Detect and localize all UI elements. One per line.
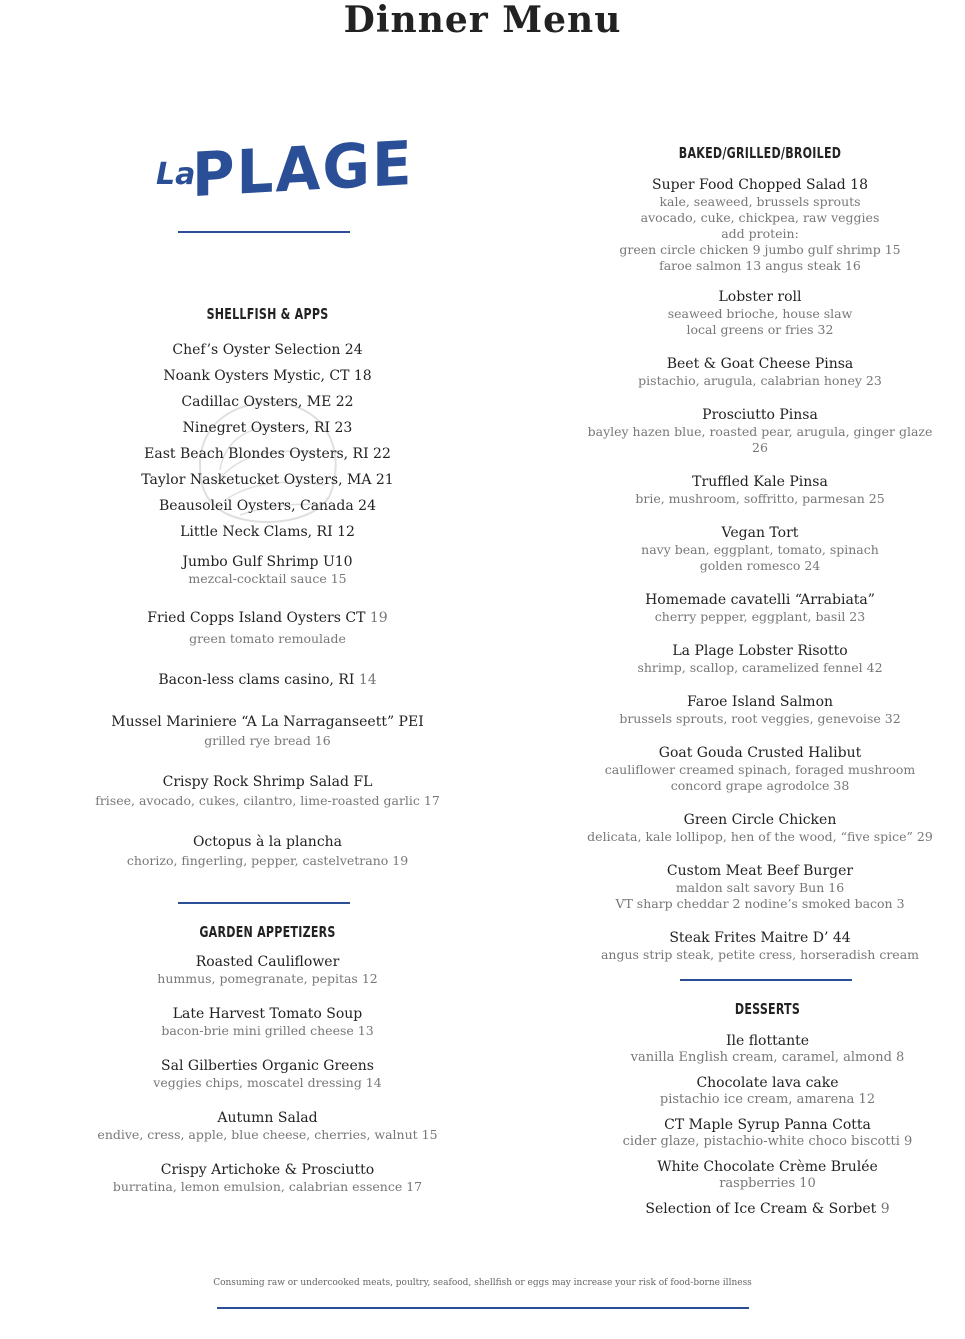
page-title: Dinner Menu [343,0,622,41]
item-name: Green Circle Chicken [683,812,837,828]
item-desc: raspberries 10 [719,1176,816,1191]
menu-item [580,811,940,845]
menu-item [580,288,940,338]
item-desc: chorizo, fingerling, pepper, castelvetrano 19 [126,853,409,868]
logo-la: La [156,157,196,192]
item-desc: endive, cress, apple, blue cheese, cherries, walnut 15 [97,1127,438,1142]
garden-section [80,923,455,1195]
item-desc: green circle chicken 9 jumbo gulf shrimp 15 [619,242,901,257]
item-desc: VT sharp cheddar 2 nodine’s smoked bacon 3 [615,896,905,911]
menu-item [580,473,940,507]
item-desc: bayley hazen blue, roasted pear, arugula, ginger glaze 26 [587,424,933,455]
menu-item [80,553,455,587]
menu-item [580,355,940,389]
menu-item [580,406,940,456]
menu-item [590,1200,945,1218]
menu-item [580,176,940,274]
menu-item [80,953,455,987]
desserts-heading: DESSERTS [734,1000,801,1018]
item-desc: vanilla English cream, caramel, almond 8 [630,1050,905,1065]
item-desc: maldon salt savory Bun 16 [675,880,845,895]
baked-heading: BAKED/GRILLED/BROILED [678,144,842,162]
item-name: La Plage Lobster Risotto [672,643,848,659]
item-desc: delicata, kale lollipop, hen of the wood, “five spice” 29 [587,829,933,844]
section-divider [178,902,350,904]
item-name: Roasted Cauliflower [195,954,340,970]
desserts-section [590,1000,945,1218]
item-desc: cherry pepper, eggplant, basil 23 [654,609,866,624]
item-desc: local greens or fries 32 [686,322,834,337]
item-name: Selection of Ice Cream & Sorbet 9 [645,1201,890,1217]
item-name: Chocolate lava cake [696,1075,839,1091]
item-desc: shrimp, scallop, caramelized fennel 42 [637,660,883,675]
menu-item [590,1032,945,1066]
item-name: Custom Meat Beef Burger [666,863,854,879]
menu-item [80,1005,455,1039]
item-desc: angus strip steak, petite cress, horseradish cream [600,947,919,962]
menu-item [80,609,455,647]
item-name: Ile flottante [725,1033,810,1049]
item-name: Vegan Tort [721,525,799,541]
item-name: White Chocolate Crème Brulée [657,1159,878,1175]
menu-item [580,693,940,727]
menu-item [580,642,940,676]
menu-item [580,591,940,625]
menu-item [590,1158,945,1192]
oyster-item: Noank Oysters Mystic, CT 18 [163,368,372,384]
item-name: Jumbo Gulf Shrimp U10 [182,554,353,570]
menu-item [590,1074,945,1108]
oyster-item: Ninegret Oysters, RI 23 [182,420,353,436]
item-desc: brussels sprouts, root veggies, genevoise 32 [619,711,901,726]
item-desc: navy bean, eggplant, tomato, spinach [641,542,879,557]
item-desc: pistachio ice cream, amarena 12 [659,1092,876,1107]
item-name: Homemade cavatelli “Arrabiata” [645,592,875,608]
item-name: Bacon-less clams casino, RI 14 [158,672,377,688]
menu-item [580,929,940,963]
item-desc: grilled rye bread 16 [204,733,331,748]
menu-item [80,671,455,689]
item-name: Prosciutto Pinsa [702,407,818,423]
item-desc: frisee, avocado, cukes, cilantro, lime-roasted garlic 17 [95,793,440,808]
oyster-item: Little Neck Clams, RI 12 [180,524,355,540]
item-name: Mussel Mariniere “A La Narraganseett” PEI [111,714,424,730]
item-desc: add protein: [721,226,799,241]
menu-item [80,833,455,869]
shellfish-section [80,305,455,869]
menu-item [80,773,455,809]
la-plage-logo [150,127,414,215]
menu-item [80,1109,455,1143]
item-name: Faroe Island Salmon [686,694,834,710]
item-desc: mezcal-cocktail sauce 15 [188,571,347,586]
item-name: Sal Gilberties Organic Greens [161,1058,374,1074]
item-name: Crispy Rock Shrimp Salad FL [162,774,373,790]
item-desc: cauliflower creamed spinach, foraged mushroom [604,762,916,777]
item-desc: avocado, cuke, chickpea, raw veggies [640,210,880,225]
item-desc: pistachio, arugula, calabrian honey 23 [638,373,882,388]
item-desc: brie, mushroom, soffritto, parmesan 25 [635,491,885,506]
menu-item [80,1057,455,1091]
footer-divider [217,1307,749,1309]
item-desc: faroe salmon 13 angus steak 16 [659,258,861,273]
item-desc: green tomato remoulade [189,631,346,646]
item-name: Truffled Kale Pinsa [692,474,828,490]
baked-section [580,144,940,963]
item-desc: golden romesco 24 [699,558,821,573]
oyster-item: Taylor Nasketucket Oysters, MA 21 [141,472,394,488]
oyster-item: Chef’s Oyster Selection 24 [172,342,363,358]
health-disclaimer: Consuming raw or undercooked meats, poultry, seafood, shellfish or eggs may increase your risk of food-borne illness [213,1278,752,1288]
item-name: Lobster roll [718,289,802,305]
item-desc: veggies chips, moscatel dressing 14 [153,1075,382,1090]
menu-item [590,1116,945,1150]
menu-item [580,744,940,794]
logo-plage: PLAGE [192,127,414,211]
item-name: Crispy Artichoke & Prosciutto [160,1162,375,1178]
item-name: Goat Gouda Crusted Halibut [658,745,862,761]
garden-heading: GARDEN APPETIZERS [199,923,336,941]
shellfish-heading: SHELLFISH & APPS [206,305,329,323]
oyster-item: Beausoleil Oysters, Canada 24 [159,498,376,514]
oyster-item: East Beach Blondes Oysters, RI 22 [144,446,391,462]
oyster-list [80,337,455,545]
menu-item [80,713,455,749]
item-desc: concord grape agrodolce 38 [670,778,850,793]
item-desc: cider glaze, pistachio-white choco biscotti 9 [622,1134,913,1149]
item-name: Autumn Salad [217,1110,318,1126]
item-name: Octopus à la plancha [192,834,343,850]
item-desc: bacon-brie mini grilled cheese 13 [161,1023,374,1038]
item-desc: seaweed brioche, house slaw [667,306,853,321]
item-name: CT Maple Syrup Panna Cotta [664,1117,871,1133]
item-desc: burratina, lemon emulsion, calabrian essence 17 [112,1179,423,1194]
item-desc: hummus, pomegranate, pepitas 12 [157,971,378,986]
item-name: Super Food Chopped Salad 18 [652,177,868,193]
menu-item [580,524,940,574]
item-name: Late Harvest Tomato Soup [172,1006,363,1022]
item-desc: kale, seaweed, brussels sprouts [659,194,861,209]
item-name: Fried Copps Island Oysters CT 19 [147,610,388,626]
item-name: Steak Frites Maitre D’ 44 [669,930,851,946]
section-divider [680,979,852,981]
item-name: Beet & Goat Cheese Pinsa [666,356,854,372]
menu-item [580,862,940,912]
menu-item [80,1161,455,1195]
oyster-item: Cadillac Oysters, ME 22 [181,394,354,410]
logo-divider [178,231,350,233]
